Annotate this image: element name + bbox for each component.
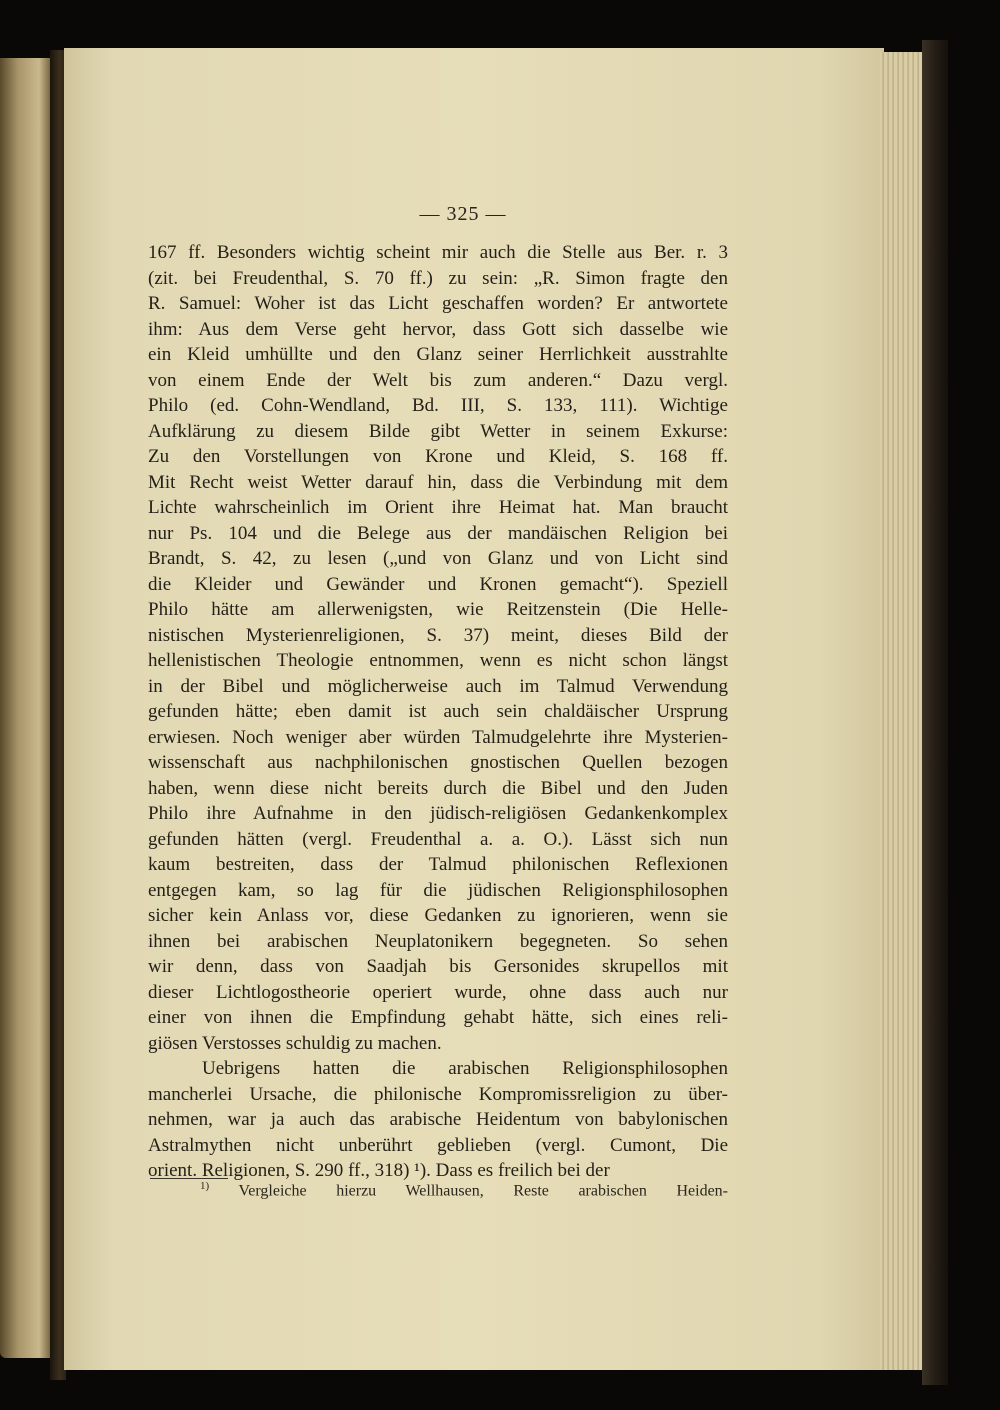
text-line: dieser Lichtlogostheorie operiert wurde, ohne dass auch nur — [148, 981, 728, 1003]
text-line: Lichte wahrscheinlich im Orient ihre Heimat hat. Man braucht — [148, 497, 728, 518]
left-page-edge — [0, 58, 52, 1358]
text-line: wissenschaft aus nachphilonischen gnostischen Quellen bezogen — [148, 752, 728, 773]
text-line: nistischen Mysterienreligionen, S. 37) meint, dieses Bild der — [148, 624, 728, 646]
text-line: Brandt, S. 42, zu lesen („und von Glanz und von Licht sind — [148, 548, 728, 569]
footnote-text: Vergleiche hierzu Wellhausen, Reste arabischen Heiden- — [209, 1182, 728, 1200]
text-line: gefunden hätten (vergl. Freudenthal a. a. O.). Lässt sich nun — [148, 828, 728, 850]
text-line: die Kleider und Gewänder und Kronen gemacht“). Speziell — [148, 573, 728, 595]
text-line: ihnen bei arabischen Neuplatonikern begegneten. So sehen — [148, 930, 728, 952]
text-line: ihm: Aus dem Verse geht hervor, dass Gott sich dasselbe wie — [148, 318, 728, 340]
text-line: gefunden hätte; eben damit ist auch sein chaldäischer Ursprung — [148, 701, 728, 722]
text-line: sicher kein Anlass vor, diese Gedanken zu ignorieren, wenn sie — [148, 905, 728, 926]
text-line: Philo (ed. Cohn-Wendland, Bd. III, S. 133, 111). Wichtige — [148, 395, 728, 416]
text-line: wir denn, dass von Saadjah bis Gersonides skrupellos mit — [148, 956, 728, 977]
text-line: R. Samuel: Woher ist das Licht geschaffen worden? Er antwortete — [148, 293, 728, 314]
body-text — [148, 240, 728, 1184]
page-edges — [880, 52, 924, 1370]
text-line: Philo hätte am allerwenigsten, wie Reitzenstein (Die Helle- — [148, 599, 728, 620]
text-line: orient. Religionen, S. 290 ff., 318) ¹). Dass es freilich bei der — [148, 1160, 610, 1181]
footnote-marker: 1) — [200, 1180, 210, 1192]
text-line: in der Bibel und möglicherweise auch im Talmud Verwendung — [148, 675, 728, 697]
text-line: 167 ff. Besonders wichtig scheint mir auch die Stelle aus Ber. r. 3 — [148, 242, 728, 263]
text-line: kaum bestreiten, dass der Talmud philonischen Reflexionen — [148, 854, 728, 875]
text-line: hellenistischen Theologie entnommen, wenn es nicht schon längst — [148, 650, 728, 671]
text-line: von einem Ende der Welt bis zum anderen.“ Dazu vergl. — [148, 369, 728, 391]
text-line: Mit Recht weist Wetter darauf hin, dass die Verbindung mit dem — [148, 471, 728, 493]
footnote-rule — [150, 1178, 228, 1179]
text-line: Uebrigens hatten die arabischen Religionsphilosophen — [202, 1058, 728, 1079]
text-line: ein Kleid umhüllte und den Glanz seiner Herrlichkeit ausstrahlte — [148, 344, 728, 365]
text-line: giösen Verstosses schuldig zu machen. — [148, 1032, 442, 1054]
text-line: entgegen kam, so lag für die jüdischen Religionsphilosophen — [148, 879, 728, 901]
book-cover-edge — [922, 40, 948, 1385]
text-line: nur Ps. 104 und die Belege aus der mandäischen Religion bei — [148, 522, 728, 544]
text-line: nehmen, war ja auch das arabische Heidentum von babylonischen — [148, 1109, 728, 1130]
page-number: — 325 — — [419, 203, 507, 225]
text-line: (zit. bei Freudenthal, S. 70 ff.) zu sein: „R. Simon fragte den — [148, 267, 728, 289]
text-line: Aufklärung zu diesem Bilde gibt Wetter in seinem Exkurse: — [148, 420, 728, 442]
text-line: einer von ihnen die Empfindung gehabt hätte, sich eines reli- — [148, 1007, 728, 1028]
text-line: erwiesen. Noch weniger aber würden Talmudgelehrte ihre Mysterien- — [148, 726, 728, 748]
text-line: Astralmythen nicht unberührt geblieben (vergl. Cumont, Die — [148, 1134, 728, 1156]
text-line: Philo ihre Aufnahme in den jüdisch-religiösen Gedankenkomplex — [148, 803, 728, 824]
footnote — [200, 1180, 728, 1200]
text-line: mancherlei Ursache, die philonische Kompromissreligion zu über- — [148, 1083, 728, 1105]
text-line: haben, wenn diese nicht bereits durch die Bibel und den Juden — [148, 777, 728, 799]
text-line: Zu den Vorstellungen von Krone und Kleid, S. 168 ff. — [148, 446, 728, 467]
